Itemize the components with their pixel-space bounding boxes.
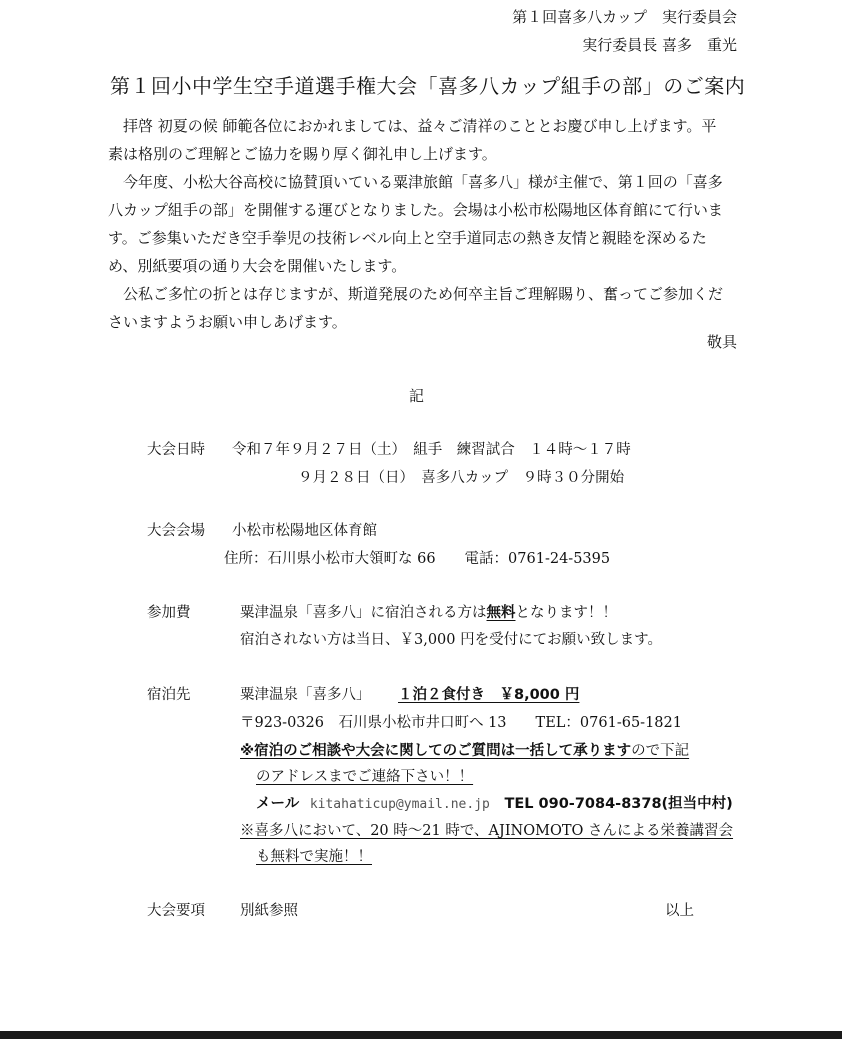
letter-line: 公私ご多忙の折とは存じますが、斯道発展のため何卒主旨ご理解賜り、奮ってご参加くだ [108, 285, 724, 303]
end-mark: 以上 [665, 903, 694, 919]
letter-line: す。ご参集いただき空手拳児の技術レベル向上と空手道同志の熱き友情と親睦を深めるた [108, 229, 707, 247]
committee-chair: 実行委員長 喜多 重光 [582, 36, 737, 54]
mail-label: メール [256, 796, 300, 812]
lodging-note-3b: も無料で実施！！ [256, 849, 372, 865]
fee-text-end: となります！！ [515, 605, 617, 621]
venue-label: 大会会場 [147, 523, 205, 539]
letter-closing: 敬具 [706, 333, 737, 351]
lodging-note-1 [240, 739, 689, 760]
bottom-bar [0, 1031, 842, 1039]
guide-label: 大会要項 [147, 903, 205, 919]
contact-line [256, 792, 733, 813]
note-rest: ので下記 [631, 743, 690, 759]
free-badge: 無料 [486, 605, 516, 621]
fee-text: 粟津温泉「喜多八」に宿泊される方は [240, 605, 487, 621]
letter-line: 今年度、小松大谷高校に協賛頂いている粟津旅館「喜多八」様が主催で、第１回の「喜多 [108, 173, 723, 191]
lodging-note-3a: ※喜多八において、20 時～21 時で、AJINOMOTO さんによる栄養講習会 [240, 823, 734, 839]
ki-heading: 記 [409, 387, 425, 405]
venue-name: 小松市松陽地区体育館 [232, 523, 377, 539]
letter-line: 八カップ組手の部」を開催する運びとなりました。会場は小松市松陽地区体育館にて行いま [108, 201, 723, 219]
lodging-note-2: のアドレスまでご連絡下さい！！ [256, 769, 474, 785]
contact-tel: TEL 090-7084-8378(担当中村) [504, 796, 733, 812]
organizer-name: 第１回喜多八カップ 実行委員会 [512, 8, 737, 26]
lodging-label: 宿泊先 [147, 687, 191, 703]
letter-line: 素は格別のご理解とご協力を賜り厚く御礼申し上げます。 [108, 145, 497, 163]
note-bold: ※宿泊のご相談や大会に関してのご質問は一括して承ります [240, 743, 632, 759]
fee-line-2: 宿泊されない方は当日、￥3,000 円を受付にてお願い致します。 [240, 632, 662, 648]
fee-line-1 [240, 601, 617, 622]
fee-label: 参加費 [147, 605, 191, 621]
date-line-2: ９月２８日（日） 喜多八カップ ９時３０分開始 [298, 470, 625, 486]
letter-line: 拝啓 初夏の候 師範各位におかれましては、益々ご清祥のこととお慶び申し上げます。平 [108, 117, 717, 135]
mail-link[interactable]: kitahaticup@ymail.ne.jp [309, 797, 490, 812]
lodging-price: １泊２食付き ￥8,000 円 [398, 687, 580, 703]
letter-body [108, 112, 723, 336]
venue-address: 住所：石川県小松市大領町な 66 電話：0761-24-5395 [224, 551, 611, 567]
letter-line: め、別紙要項の通り大会を開催いたします。 [108, 257, 407, 275]
letter-line: さいますようお願い申しあげます。 [108, 313, 347, 331]
date-line-1: 令和７年９月２７日（土） 組手 練習試合 １４時～１７時 [232, 442, 631, 458]
date-label: 大会日時 [147, 442, 205, 458]
page-title: 第１回小中学生空手道選手権大会「喜多八カップ組手の部」のご案内 [110, 74, 746, 98]
lodging-name: 粟津温泉「喜多八」 [240, 687, 371, 703]
lodging-address: 〒923-0326 石川県小松市井口町へ 13 TEL：0761-65-1821 [240, 715, 682, 731]
guide-value: 別紙参照 [240, 903, 298, 919]
